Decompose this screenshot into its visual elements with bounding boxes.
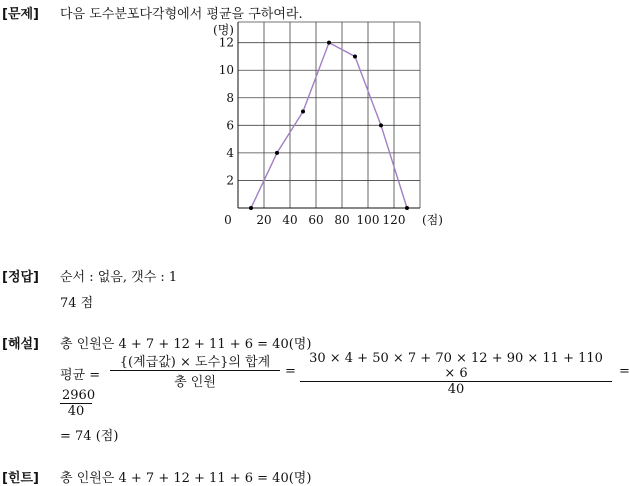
problem-text: 다음 도수분포다각형에서 평균을 구하여라. — [60, 7, 303, 22]
solution-tag: [해설] — [2, 337, 39, 352]
data-point — [405, 206, 409, 210]
data-point — [275, 151, 279, 155]
problem-tag: [문제] — [2, 7, 39, 22]
y-tick-label: 8 — [226, 90, 234, 105]
frequency-polygon-chart — [0, 0, 630, 240]
y-tick-label: 2 — [226, 173, 234, 188]
fraction-3-denominator: 40 — [67, 404, 85, 419]
x-tick-label: 80 — [334, 213, 350, 227]
fraction-1 — [110, 351, 280, 390]
data-point — [301, 110, 305, 114]
answer-line-2: 74 점 — [60, 296, 94, 311]
hint-text: 총 인원은 4 + 7 + 12 + 11 + 6 = 40(명) — [60, 471, 312, 486]
fraction-2 — [300, 351, 612, 397]
equals-sign-2: = — [619, 364, 630, 379]
y-tick-label: 4 — [226, 145, 234, 160]
solution-final: = 74 (점) — [60, 429, 119, 444]
y-tick-label: 10 — [218, 63, 234, 78]
data-point — [353, 54, 357, 58]
x-tick-label: 0 — [224, 213, 232, 227]
fraction-2-denominator: 40 — [447, 382, 465, 397]
data-point — [379, 123, 383, 127]
equals-sign-1: = — [285, 364, 296, 379]
answer-tag: [정답] — [2, 270, 39, 285]
x-tick-label: 60 — [308, 213, 324, 227]
x-unit-label: (점) — [422, 213, 443, 227]
hint-tag: [힌트] — [2, 471, 39, 486]
x-tick-label: 20 — [256, 213, 272, 227]
x-tick-label: 40 — [282, 213, 298, 227]
fraction-3 — [60, 388, 96, 419]
data-point — [249, 206, 253, 210]
fraction-3-numerator: 2960 — [62, 388, 96, 403]
chart-labels — [213, 22, 443, 227]
fraction-1-denominator: 총 인원 — [174, 375, 216, 390]
answer-line-1: 순서 : 없음, 갯수 : 1 — [60, 270, 178, 285]
x-tick-label: 100 — [356, 213, 380, 227]
y-unit-label: (명) — [213, 23, 234, 37]
fraction-1-numerator: {(계급값) × 도수}의 합계 — [119, 355, 271, 370]
fraction-2-numerator: 30 × 4 + 50 × 7 + 70 × 12 + 90 × 11 + 110 × 6 — [309, 351, 603, 381]
chart-grid — [238, 22, 420, 208]
data-point — [327, 41, 331, 45]
mean-label: 평균 = — [60, 368, 101, 383]
solution-line-1: 총 인원은 4 + 7 + 12 + 11 + 6 = 40(명) — [60, 337, 312, 352]
y-tick-label: 6 — [226, 118, 234, 133]
y-tick-label: 12 — [218, 35, 234, 50]
x-tick-label: 120 — [382, 213, 406, 227]
